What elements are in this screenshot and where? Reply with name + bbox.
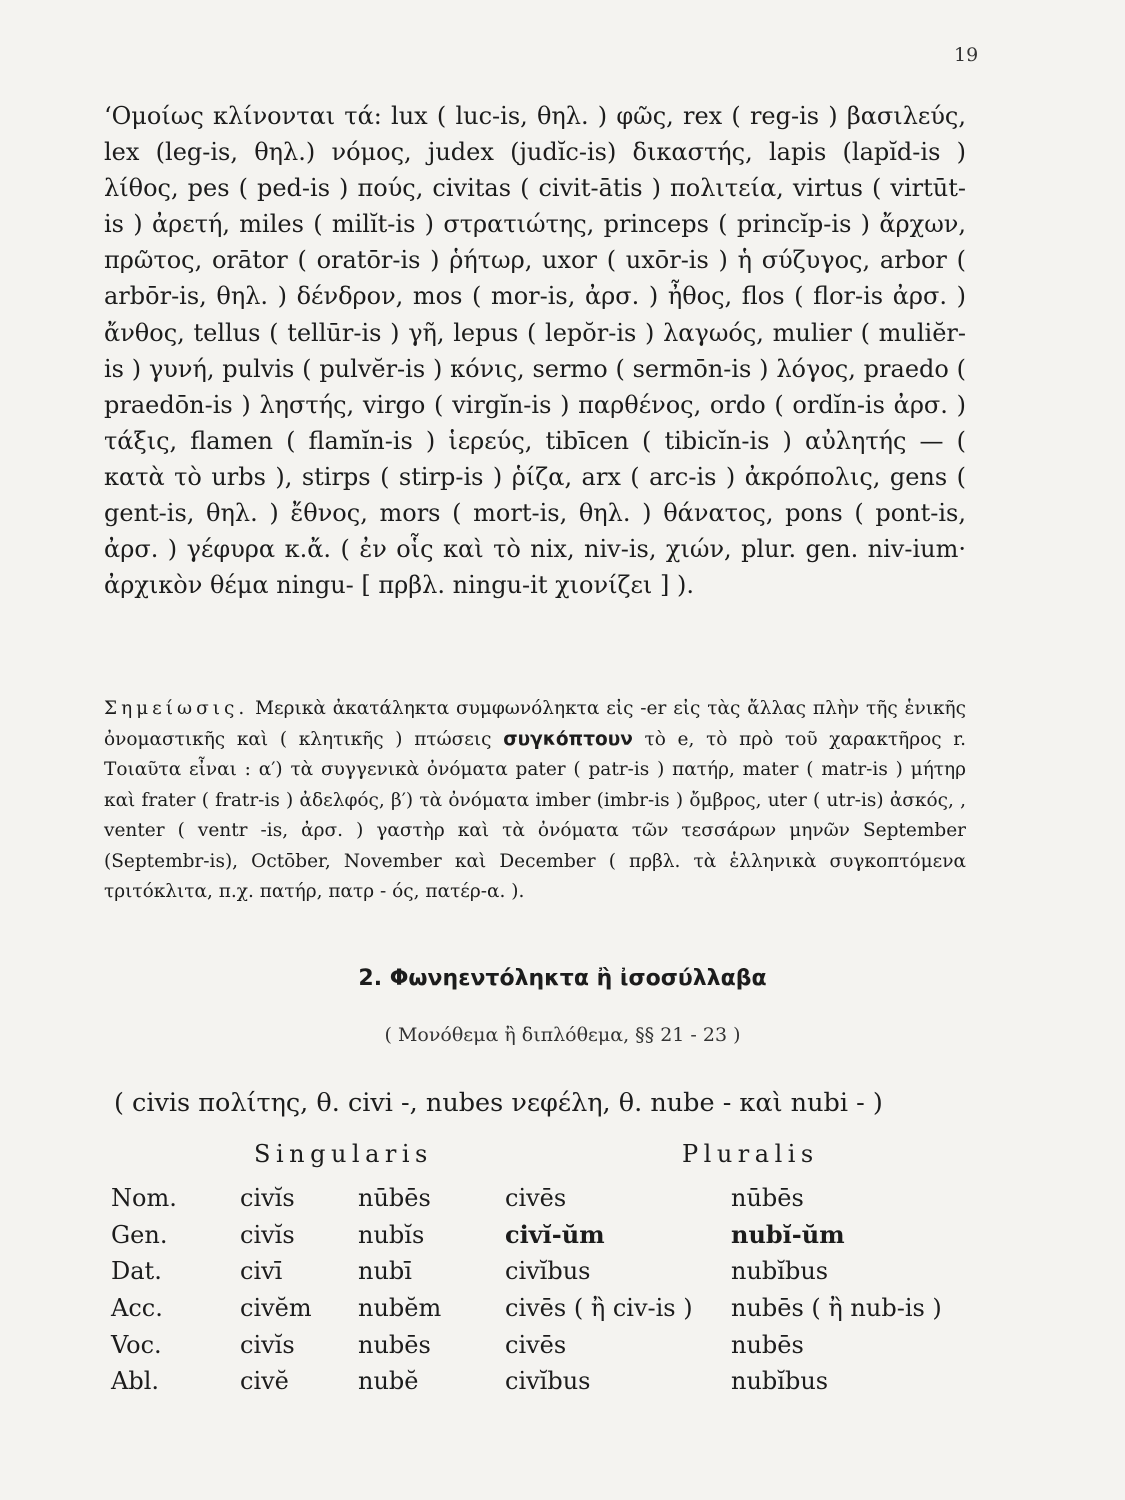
note-text-before: Μερικὰ ἀκατάληκτα συμφωνόληκτα εἰς -er εἰς τὰς ἄλλας πλὴν τῆς ἑνικῆς ὀνομαστικῆς καὶ ( κλητικῆς ) πτώσεις xyxy=(104,698,966,750)
singular-heading: Singularis xyxy=(254,1140,433,1168)
case-label: Nom. xyxy=(111,1184,177,1213)
plural-heading: Pluralis xyxy=(682,1140,819,1168)
singular-civis: civĭs xyxy=(240,1330,295,1359)
case-label: Abl. xyxy=(111,1367,159,1396)
singular-nubes: nubēs xyxy=(358,1330,431,1359)
table-row xyxy=(111,1290,942,1327)
note-emphasis: συγκόπτουν xyxy=(503,728,633,750)
main-paragraph: ‘Ομοίως κλίνονται τά: lux ( luc-is, θηλ. ) φῶς, rex ( reg-is ) βασιλεύς, lex (leg-is, θηλ.) νόμος, judex (judĭc-is) δικαστής, lapis (lapĭd-is ) λίθος, pes ( ped-is ) πούς, civitas ( civit-ātis ) πολιτεία, virtus ( virtūt-is ) ἀρετή, miles ( milĭt-is ) στρατιώτης, princeps ( princĭp-is ) ἄρχων, πρῶτος, orātor ( oratōr-is ) ῥήτωρ, uxor ( uxōr-is ) ἡ σύζυγος, arbor ( arbōr-is, θηλ. ) δένδρον, mos ( mor-is, ἀρσ. ) ἦθος, flos ( flor-is ἀρσ. ) ἄνθος, tellus ( tellūr-is ) γῆ, lepus ( lepŏr-is ) λαγωός, mulier ( muliĕr-is ) γυνή, pulvis ( pulvĕr-is ) κόνις, sermo ( sermōn-is ) λόγος, praedo ( praedōn-is ) ληστής, virgo ( virgĭn-is ) παρθένος, ordo ( ordĭn-is ἀρσ. ) τάξις, flamen ( flamĭn-is ) ἱερεύς, tibīcen ( tibicĭn-is ) αὐλητής — ( κατὰ τὸ urbs ), stirps ( stirp-is ) ῥίζα, arx ( arc-is ) ἀκρόπολις, gens ( gent-is, θηλ. ) ἔθνος, mors ( mort-is, θηλ. ) θάνατος, pons ( pont-is, ἀρσ. ) γέφυρα κ.ἄ. ( ἐν οἷς καὶ τὸ nix, niv-is, χιών, plur. gen. niv-ium· ἀρχικὸν θέμα ningu- [ πρβλ. ningu-it χιονίζει ] ). xyxy=(104,102,966,600)
plural-nubes: nubĭ-ŭm xyxy=(731,1220,845,1250)
plural-nubes: nubĭbus xyxy=(731,1257,829,1286)
note-text-after: τὸ e, τὸ πρὸ τοῦ χαρακτῆρος r. Τοιαῦτα εἶναι : α′) τὰ συγγενικὰ ὀνόματα pater ( patr-is ) πατήρ, mater ( matr-is ) μήτηρ καὶ frater ( fratr-is ) ἀδελφός, β′) τὰ ὀνόματα imber (imbr-is ) ὄμβρος, uter ( utr-is) ἀσκός, , venter ( ventr -is, ἀρσ. ) γαστὴρ καὶ τὰ ὀνόματα τῶν τεσσάρων μηνῶν September (Septembr-is), Octōber, November καὶ December ( πρβλ. τὰ ἑλληνικὰ συγκοπτόμενα τριτόκλιτα, π.χ. πατήρ, πατρ - ός, πατέρ-α. ). xyxy=(104,728,966,902)
plural-nubes: nubēs xyxy=(731,1330,804,1359)
singular-civis: civī xyxy=(240,1257,283,1286)
singular-civis: civĕm xyxy=(240,1294,312,1323)
plural-civis: civēs xyxy=(505,1184,567,1213)
table-row xyxy=(111,1363,942,1400)
table-row xyxy=(111,1326,942,1363)
singular-civis: civĭs xyxy=(240,1220,295,1249)
plural-nubes: nubĭbus xyxy=(731,1367,829,1396)
plural-civis: civĭ-ŭm xyxy=(505,1220,605,1250)
declension-table xyxy=(111,1180,942,1400)
table-row xyxy=(111,1253,942,1290)
plural-nubes: nubēs ( ἢ nub-is ) xyxy=(731,1294,942,1323)
table-row xyxy=(111,1217,942,1254)
case-label: Gen. xyxy=(111,1220,168,1249)
stems-line: ( civis πολίτης, θ. civi -, nubes νεφέλη, θ. nube - καὶ nubi - ) xyxy=(114,1088,883,1118)
case-label: Acc. xyxy=(111,1294,163,1323)
note-label: Σημείωσις. xyxy=(104,698,249,719)
plural-civis: civĭbus xyxy=(505,1367,591,1396)
singular-nubes: nubī xyxy=(358,1257,412,1286)
section-subheading: ( Μονόθεμα ἢ διπλόθεμα, §§ 21 - 23 ) xyxy=(384,1024,741,1046)
plural-civis: civēs ( ἢ civ-is ) xyxy=(505,1294,693,1323)
section-heading: 2. Φωνηεντόληκτα ἢ ἰσοσύλλαβα xyxy=(358,966,767,991)
plural-civis: civĭbus xyxy=(505,1257,591,1286)
plural-civis: civēs xyxy=(505,1330,567,1359)
singular-civis: civĕ xyxy=(240,1367,289,1396)
page-number: 19 xyxy=(954,44,979,66)
note-paragraph xyxy=(104,694,966,908)
singular-civis: civĭs xyxy=(240,1184,295,1213)
singular-nubes: nubĕ xyxy=(358,1367,419,1396)
table-row xyxy=(111,1180,942,1217)
plural-nubes: nūbēs xyxy=(731,1184,804,1213)
singular-nubes: nubĕm xyxy=(358,1294,442,1323)
singular-nubes: nubĭs xyxy=(358,1220,425,1249)
case-label: Voc. xyxy=(111,1330,162,1359)
singular-nubes: nūbēs xyxy=(358,1184,431,1213)
case-label: Dat. xyxy=(111,1257,162,1286)
